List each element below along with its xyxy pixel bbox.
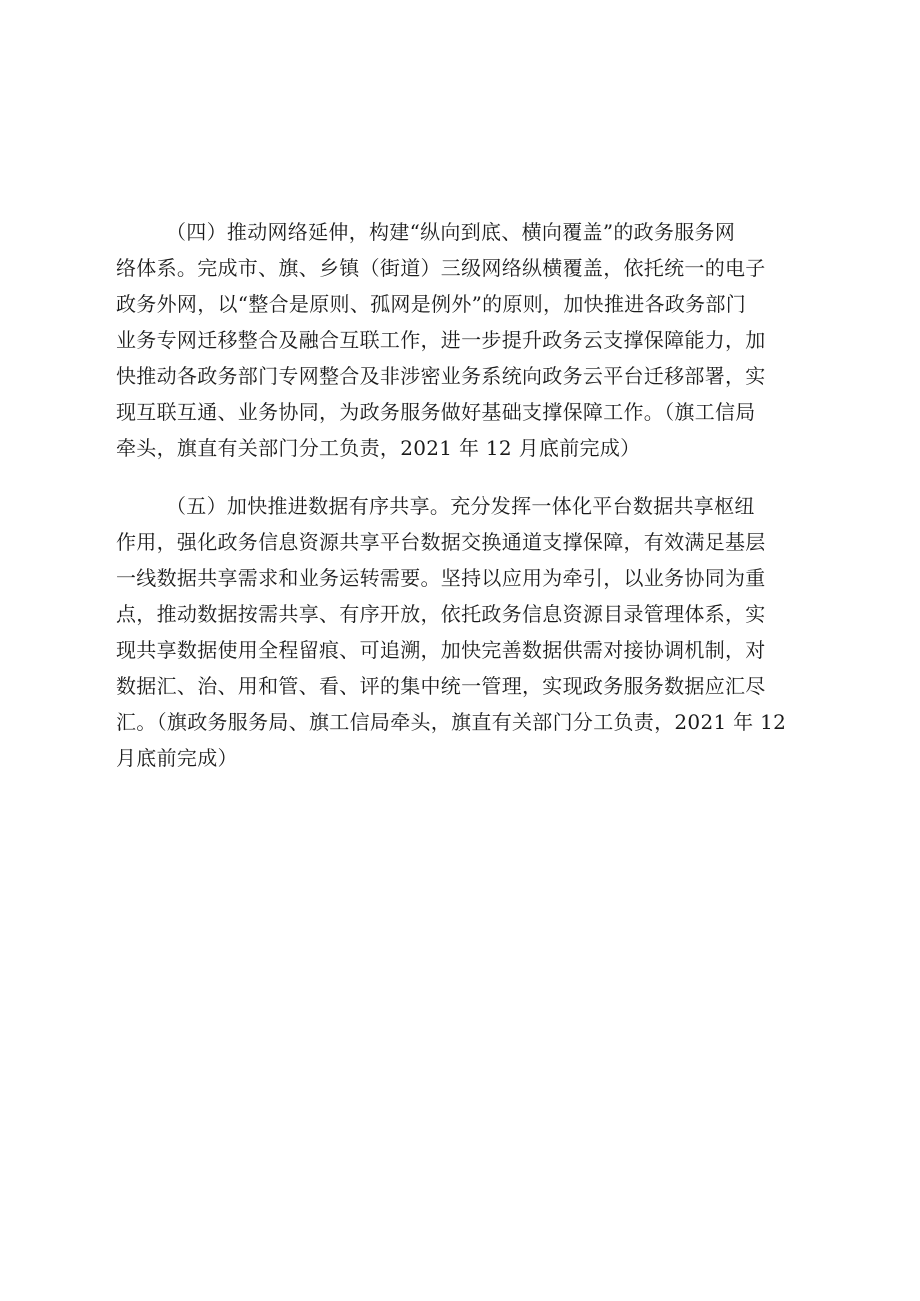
paragraph-line: 业务专网迁移整合及融合互联工作，进一步提升政务云支撑保障能力，加 [116,328,766,352]
paragraph-line: 作用，强化政务信息资源共享平台数据交换通道支撑保障，有效满足基层 [116,530,766,554]
paragraph-line: 数据汇、治、用和管、看、评的集中统一管理，实现政务服务数据应汇尽 [116,674,766,698]
paragraph-line: 络体系。完成市、旗、乡镇（街道）三级网络纵横覆盖，依托统一的电子 [116,256,766,280]
paragraph-line: 一线数据共享需求和业务运转需要。坚持以应用为牵引，以业务协同为重 [116,566,766,590]
paragraph-line: （四）推动网络延伸，构建“纵向到底、横向覆盖”的政务服务网 [166,220,736,244]
paragraph-line: 点，推动数据按需共享、有序开放，依托政务信息资源目录管理体系，实 [116,602,766,626]
paragraph-line: 月底前完成） [116,746,238,770]
paragraph-4 [116,214,816,466]
paragraph-line: 政务外网，以“整合是原则、孤网是例外”的原则，加快推进各政务部门 [116,292,747,316]
paragraph-line: 汇。（旗政务服务局、旗工信局牵头，旗直有关部门分工负责，2021 年 12 [116,710,787,734]
paragraph-spacer [116,466,816,488]
paragraph-line: 现共享数据使用全程留痕、可追溯，加快完善数据供需对接协调机制，对 [116,638,766,662]
document-body [116,214,816,776]
paragraph-line: 现互联互通、业务协同，为政务服务做好基础支撑保障工作。（旗工信局 [116,400,756,424]
paragraph-line: 牵头，旗直有关部门分工负责，2021 年 12 月底前完成） [116,436,641,460]
paragraph-5 [116,488,816,776]
paragraph-line: 快推动各政务部门专网整合及非涉密业务系统向政务云平台迁移部署，实 [116,364,766,388]
paragraph-line: （五）加快推进数据有序共享。充分发挥一体化平台数据共享枢纽 [166,494,755,518]
